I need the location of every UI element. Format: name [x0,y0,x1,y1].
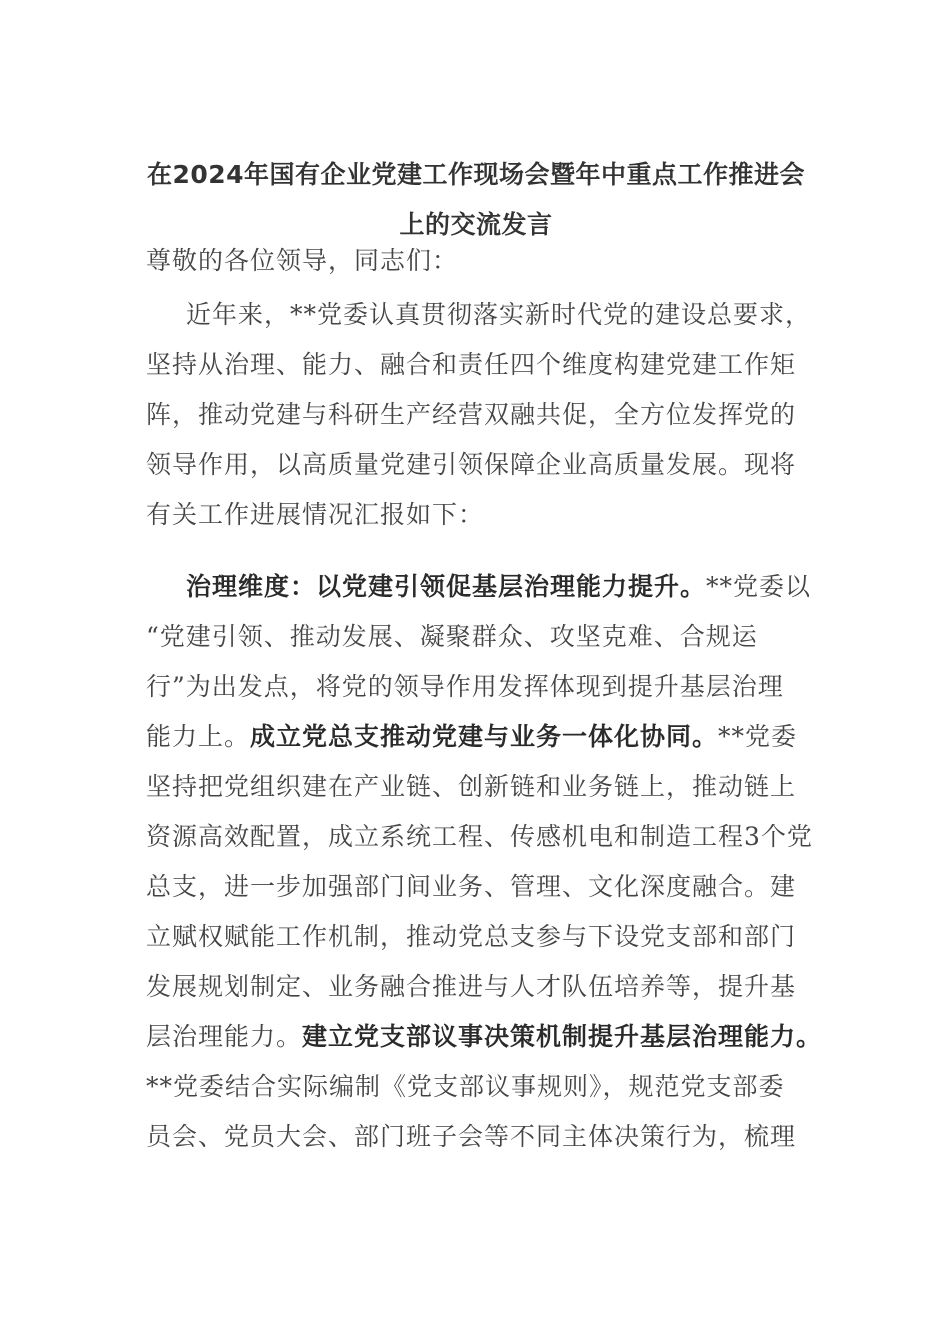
paragraph-line [146,562,812,612]
paragraph-line: 领导作用，以高质量党建引领保障企业高质量发展。现将 [146,450,797,479]
subsection-heading: 建立党支部议事决策机制提升基层治理能力。 [302,1022,823,1051]
paragraph-line: 行”为出发点，将党的领导作用发挥体现到提升基层治理 [146,672,784,701]
title-line-2: 上的交流发言 [399,210,553,239]
paragraph-line: 立赋权赋能工作机制，推动党总支参与下设党支部和部门 [146,922,797,951]
paragraph-line: 有关工作进展情况汇报如下： [146,500,485,529]
title-line-1: 在2024年国有企业党建工作现场会暨年中重点工作推进会 [146,160,806,189]
paragraph-text: **党委 [718,722,798,751]
paragraph-line: 发展规划制定、业务融合推进与人才队伍培养等，提升基 [146,972,797,1001]
paragraph-line: 坚持把党组织建在产业链、创新链和业务链上，推动链上 [146,772,797,801]
paragraph-line: 资源高效配置，成立系统工程、传感机电和制造工程3个党 [146,822,813,851]
subsection-heading: 成立党总支推动党建与业务一体化协同。 [250,722,719,751]
document-body [146,236,823,1162]
paragraph-text: 能力上。 [146,722,251,751]
paragraph-line: “党建引领、推动发展、凝聚群众、攻坚克难、合规运 [146,622,758,651]
paragraph-line [146,712,806,762]
paragraph-text: 层治理能力。 [146,1022,303,1051]
paragraph-line: 阵，推动党建与科研生产经营双融共促，全方位发挥党的 [146,400,797,429]
paragraph-line [146,1012,823,1062]
paragraph-intro [146,286,812,540]
paragraph-text: **党委以 [706,572,812,601]
paragraph-line: 总支，进一步加强部门间业务、管理、文化深度融合。建 [146,872,797,901]
section-heading: 治理维度：以党建引领促基层治理能力提升。 [186,572,707,601]
document-title [146,150,806,250]
paragraph-governance [146,540,823,1162]
salutation: 尊敬的各位领导，同志们： [146,246,459,275]
paragraph-line: 近年来，**党委认真贯彻落实新时代党的建设总要求， [186,300,812,329]
paragraph-line: **党委结合实际编制《党支部议事规则》，规范党支部委 [146,1072,785,1101]
paragraph-line: 员会、党员大会、部门班子会等不同主体决策行为，梳理 [146,1122,797,1151]
paragraph-line: 坚持从治理、能力、融合和责任四个维度构建党建工作矩 [146,350,797,379]
